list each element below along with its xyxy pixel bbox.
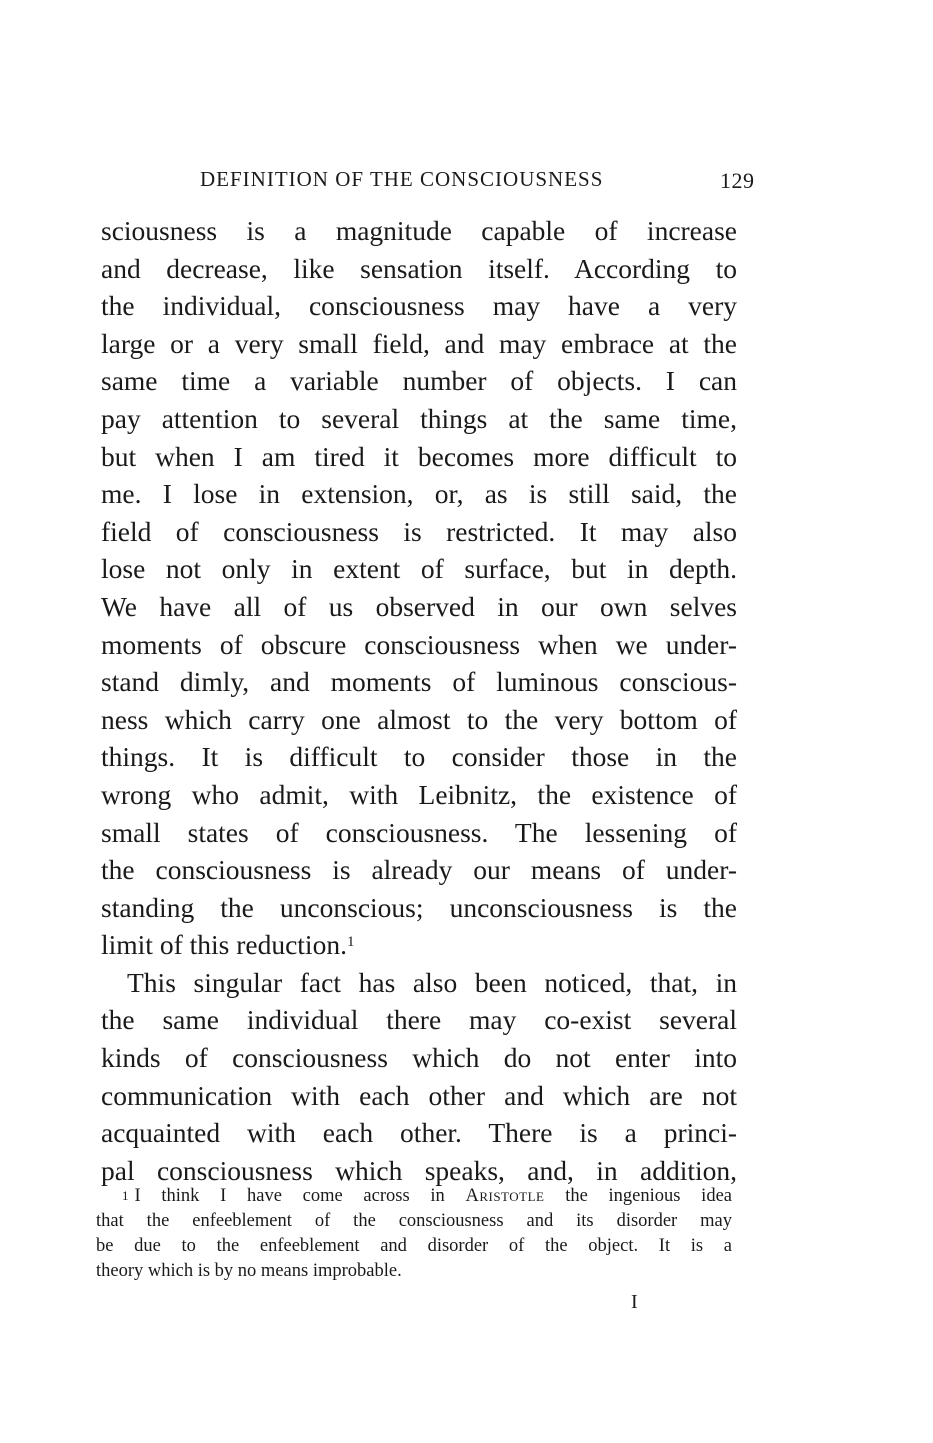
page-number: 129 bbox=[720, 168, 755, 193]
chapter-title: DEFINITION OF THE CONSCIOUSNESS bbox=[200, 167, 604, 191]
text-line: but when I am tired it becomes more difficult to bbox=[101, 440, 737, 472]
footnote-line: be due to the enfeeblement and disorder of the object. It is a bbox=[96, 1236, 732, 1256]
text-line: field of consciousness is restricted. It may also bbox=[101, 515, 737, 547]
text-line: This singular fact has also been noticed, that, in bbox=[127, 966, 737, 998]
text-line: wrong who admit, with Leibnitz, the existence of bbox=[101, 778, 737, 810]
footnote-text: I think I have come across in bbox=[134, 1186, 466, 1206]
footnote-line bbox=[96, 1184, 732, 1209]
text-line: pal consciousness which speaks, and, in addition, bbox=[101, 1154, 737, 1186]
text-line: large or a very small field, and may embrace at the bbox=[101, 327, 737, 359]
text-line: same time a variable number of objects. I can bbox=[101, 365, 737, 397]
text-line: the consciousness is already our means of under- bbox=[101, 854, 737, 886]
footnote-line: theory which is by no means improbable. bbox=[96, 1261, 402, 1281]
footnote bbox=[96, 1184, 732, 1284]
text-line: things. It is difficult to consider those in the bbox=[101, 741, 737, 773]
footnote-reference[interactable]: 1 bbox=[346, 934, 355, 951]
text-line: standing the unconscious; unconsciousness is the bbox=[101, 891, 737, 923]
text-line: small states of consciousness. The lessening of bbox=[101, 816, 737, 848]
text-line: communication with each other and which are not bbox=[101, 1079, 737, 1111]
signature-mark: I bbox=[631, 1291, 638, 1313]
text-line: pay attention to several things at the same time, bbox=[101, 402, 737, 434]
text-line-last bbox=[101, 926, 737, 964]
text-line: kinds of consciousness which do not enter into bbox=[101, 1042, 737, 1074]
text-line: We have all of us observed in our own selves bbox=[101, 590, 737, 622]
body-text bbox=[101, 212, 737, 1189]
text-line: stand dimly, and moments of luminous conscious- bbox=[101, 666, 737, 698]
text-line: moments of obscure consciousness when we under- bbox=[101, 628, 737, 660]
text-line: acquainted with each other. There is a princi- bbox=[101, 1117, 737, 1149]
text-fragment: limit of this reduction. bbox=[101, 929, 347, 961]
running-head bbox=[200, 164, 755, 194]
text-line: me. I lose in extension, or, as is still said, the bbox=[101, 478, 737, 510]
text-line: sciousness is a magnitude capable of increase bbox=[101, 215, 737, 246]
text-line: the individual, consciousness may have a very bbox=[101, 290, 737, 322]
text-line: lose not only in extent of surface, but in depth. bbox=[101, 553, 737, 585]
author-name: Aristotle bbox=[465, 1186, 545, 1206]
text-line: ness which carry one almost to the very bottom of bbox=[101, 703, 737, 735]
footnote-text: the ingenious idea bbox=[544, 1186, 732, 1206]
paragraph-1 bbox=[101, 212, 737, 964]
text-line: and decrease, like sensation itself. According to bbox=[101, 252, 737, 284]
footnote-marker: 1 bbox=[122, 1188, 129, 1203]
footnote-line: that the enfeeblement of the consciousness and its disorder may bbox=[96, 1211, 732, 1231]
text-line: the same individual there may co-exist several bbox=[101, 1004, 737, 1036]
paragraph-2 bbox=[101, 964, 737, 1190]
